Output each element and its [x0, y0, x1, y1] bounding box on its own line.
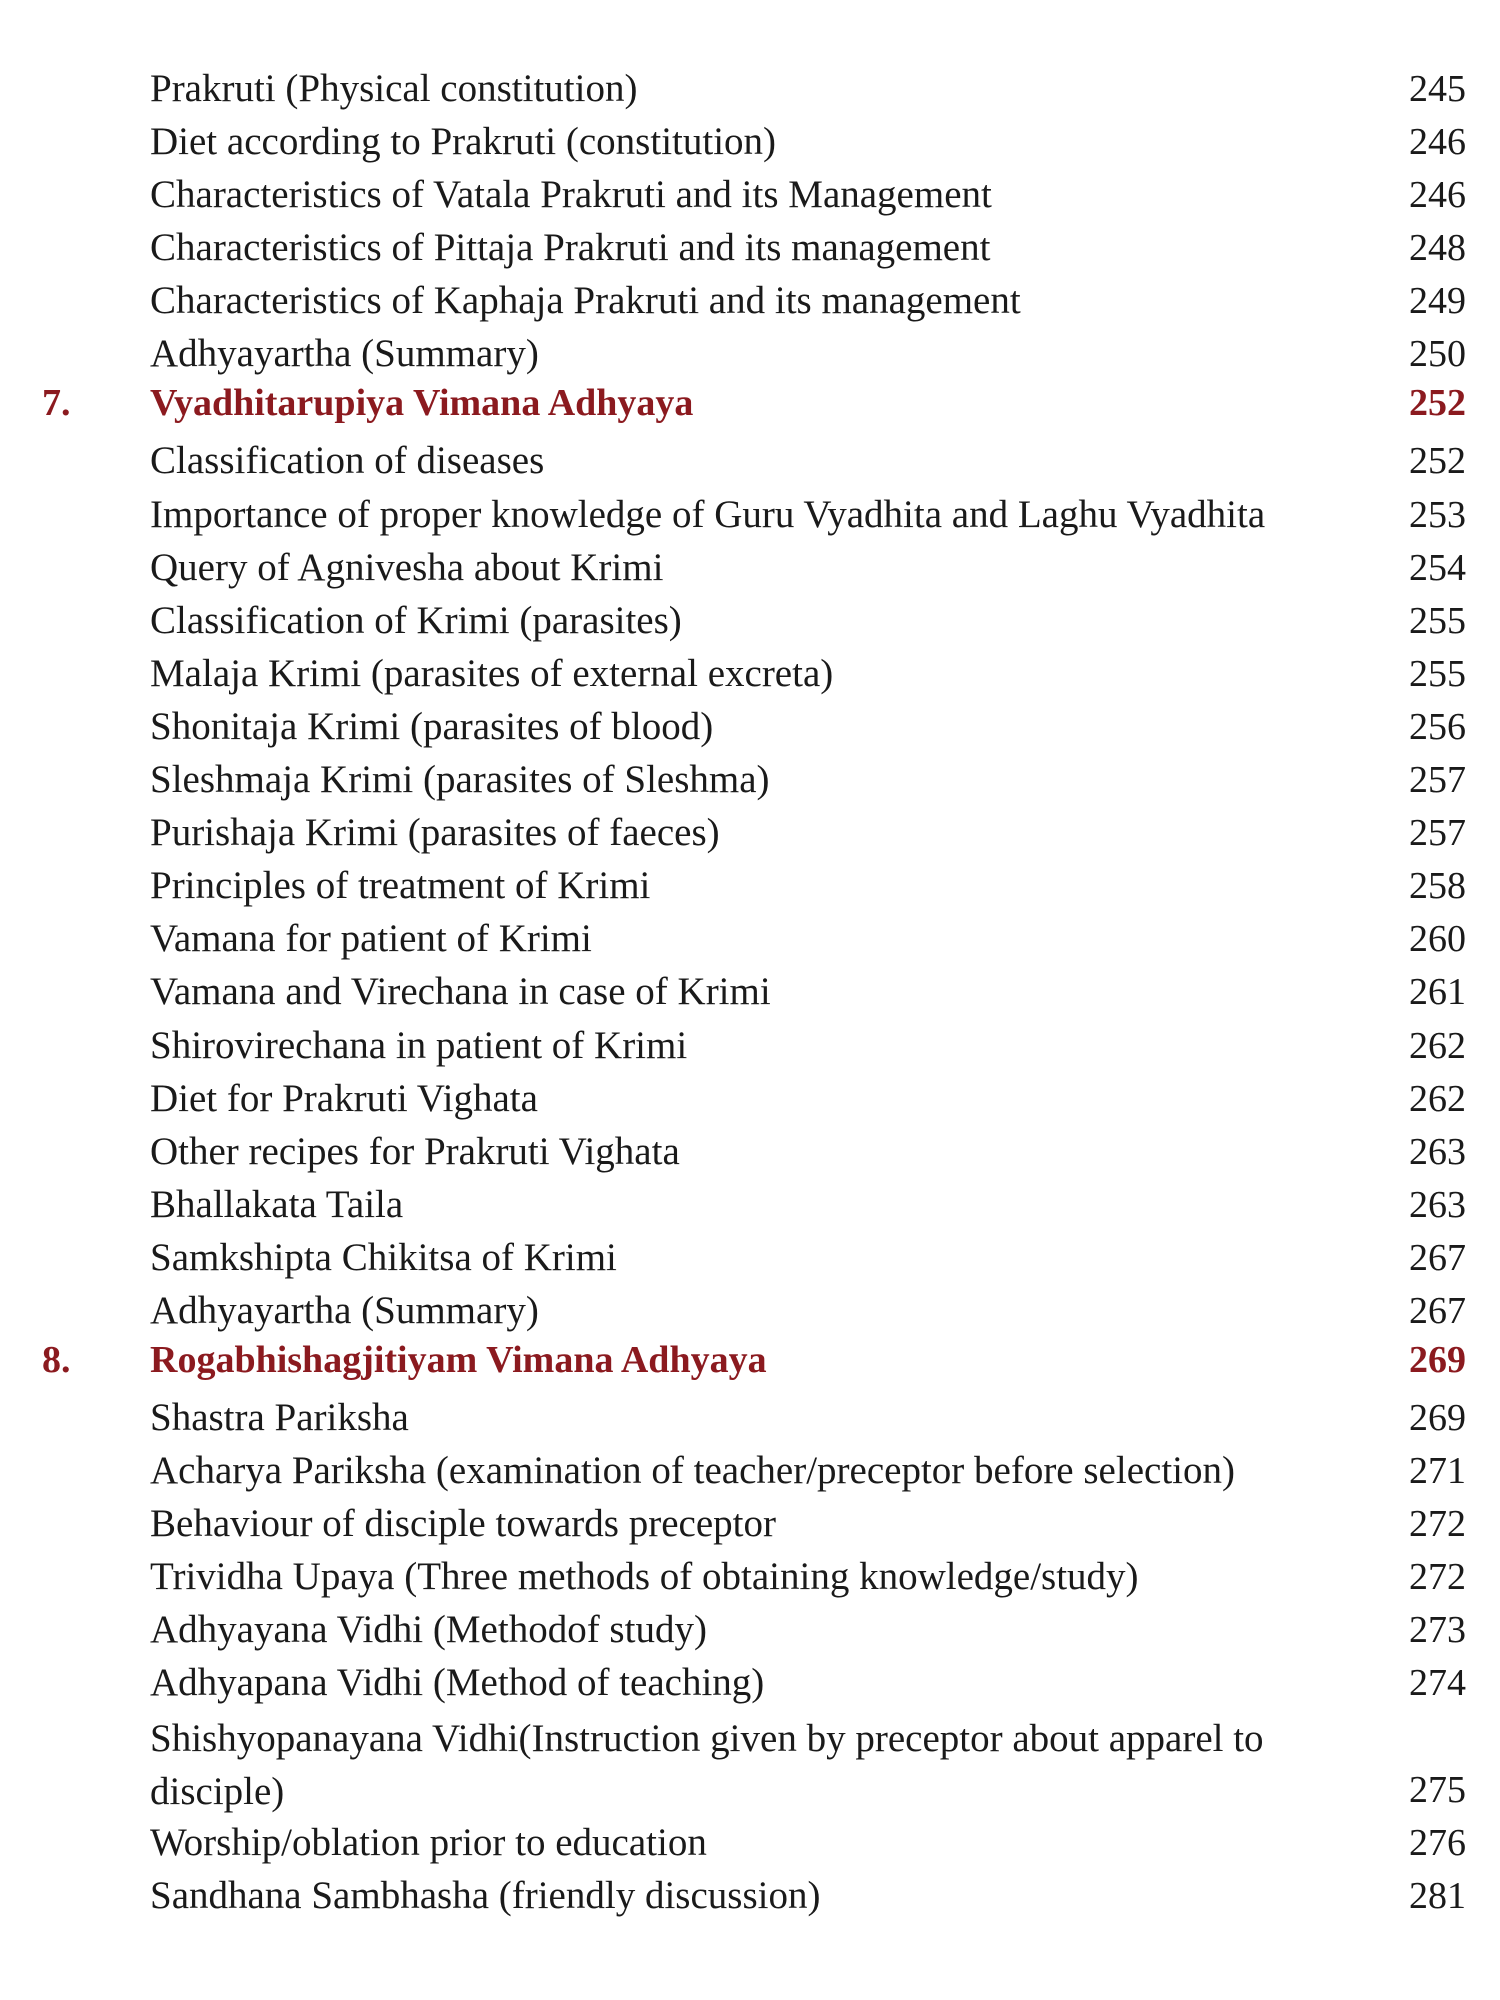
toc-entry — [0, 914, 1500, 967]
table-of-contents — [0, 64, 1500, 1924]
chapter-title: Vyadhitarupiya Vimana Adhyaya — [150, 382, 694, 425]
entry-page: 261 — [1409, 971, 1466, 1014]
toc-entry — [0, 276, 1500, 329]
entry-title: Samkshipta Chikitsa of Krimi — [150, 1235, 617, 1279]
entry-title: Prakruti (Physical constitution) — [150, 67, 638, 110]
toc-entry — [0, 1871, 1500, 1924]
entry-page: 246 — [1409, 174, 1466, 217]
chapter-title: Rogabhishagjitiyam Vimana Adhyaya — [150, 1338, 767, 1381]
toc-entry — [0, 755, 1500, 808]
toc-entry — [0, 1552, 1500, 1605]
entry-title: Characteristics of Pittaja Prakruti and its management — [150, 226, 991, 270]
chapter-number: 7. — [42, 382, 71, 425]
entry-title: Query of Agnivesha about Krimi — [150, 545, 664, 589]
entry-page: 267 — [1409, 1289, 1466, 1332]
entry-page: 246 — [1409, 121, 1466, 164]
entry-page: 271 — [1409, 1450, 1466, 1493]
entry-page: 260 — [1409, 918, 1466, 961]
entry-title: Other recipes for Prakruti Vighata — [150, 1129, 680, 1173]
entry-title: Adhyapana Vidhi (Method of teaching) — [150, 1661, 765, 1705]
toc-entry — [0, 1127, 1500, 1180]
toc-entry — [0, 1180, 1500, 1233]
chapter-heading — [0, 378, 1500, 436]
toc-entry — [0, 861, 1500, 914]
chapter-page: 269 — [1409, 1338, 1466, 1381]
entry-page: 263 — [1409, 1130, 1466, 1173]
entry-page: 272 — [1409, 1503, 1466, 1546]
chapter-number: 8. — [42, 1338, 71, 1381]
entry-page: 281 — [1409, 1874, 1466, 1917]
entry-page: 256 — [1409, 705, 1466, 748]
entry-title: Worship/oblation prior to education — [150, 1820, 707, 1864]
toc-entry — [0, 329, 1500, 378]
entry-title: Trividha Upaya (Three methods of obtaining knowledge/study) — [150, 1555, 1139, 1599]
entry-title: Shonitaja Krimi (parasites of blood) — [150, 704, 714, 748]
toc-entry — [0, 1818, 1500, 1871]
entry-page: 262 — [1409, 1077, 1466, 1120]
entry-title: Behaviour of disciple towards preceptor — [150, 1502, 776, 1546]
entry-title: Vamana for patient of Krimi — [150, 917, 592, 961]
toc-entry — [0, 1658, 1500, 1711]
entry-title: Acharya Pariksha (examination of teacher/preceptor before selection) — [150, 1449, 1235, 1493]
entry-page: 267 — [1409, 1236, 1466, 1279]
toc-entry — [0, 223, 1500, 276]
chapter-heading — [0, 1335, 1500, 1393]
entry-page: 250 — [1409, 333, 1466, 376]
entry-title: Shastra Pariksha — [150, 1395, 409, 1439]
toc-entry — [0, 1286, 1500, 1335]
entry-page: 262 — [1409, 1024, 1466, 1067]
entry-page: 276 — [1409, 1821, 1466, 1864]
toc-entry — [0, 1393, 1500, 1446]
entry-title: Diet for Prakruti Vighata — [150, 1076, 538, 1120]
entry-title: Sleshmaja Krimi (parasites of Sleshma) — [150, 758, 770, 802]
entry-page: 275 — [1409, 1768, 1466, 1811]
entry-page: 245 — [1409, 68, 1466, 110]
entry-title: Classification of diseases — [150, 439, 545, 483]
toc-entry — [0, 64, 1500, 117]
entry-page: 257 — [1409, 812, 1466, 855]
entry-page: 254 — [1409, 546, 1466, 589]
entry-page: 263 — [1409, 1183, 1466, 1226]
entry-page: 258 — [1409, 865, 1466, 908]
entry-title: Principles of treatment of Krimi — [150, 864, 651, 908]
toc-entry — [0, 490, 1500, 543]
toc-entry — [0, 1499, 1500, 1552]
entry-page: 272 — [1409, 1556, 1466, 1599]
entry-page: 253 — [1409, 493, 1466, 536]
toc-entry — [0, 967, 1500, 1020]
entry-title: Adhyayartha (Summary) — [150, 332, 539, 376]
toc-entry — [0, 1074, 1500, 1127]
toc-entry — [0, 1712, 1500, 1818]
entry-title: Shirovirechana in patient of Krimi — [150, 1023, 688, 1067]
entry-title: Malaja Krimi (parasites of external excreta) — [150, 651, 834, 695]
entry-title: Sandhana Sambhasha (friendly discussion) — [150, 1873, 821, 1917]
entry-title: Shishyopanayana Vidhi(Instruction given by preceptor about apparel to disciple) — [150, 1716, 1264, 1813]
entry-title: Importance of proper knowledge of Guru Vyadhita and Laghu Vyadhita — [150, 492, 1266, 536]
chapter-page: 252 — [1409, 382, 1466, 425]
entry-page: 249 — [1409, 280, 1466, 323]
toc-entry — [0, 1605, 1500, 1658]
toc-entry — [0, 808, 1500, 861]
entry-title: Adhyayartha (Summary) — [150, 1288, 539, 1332]
entry-title: Characteristics of Kaphaja Prakruti and its management — [150, 279, 1021, 323]
entry-page: 273 — [1409, 1609, 1466, 1652]
toc-entry — [0, 1021, 1500, 1074]
entry-title: Vamana and Virechana in case of Krimi — [150, 970, 771, 1014]
toc-entry — [0, 596, 1500, 649]
toc-entry — [0, 702, 1500, 755]
entry-title: Diet according to Prakruti (constitution) — [150, 120, 777, 164]
entry-page: 252 — [1409, 440, 1466, 483]
toc-entry — [0, 170, 1500, 223]
entry-page: 255 — [1409, 652, 1466, 695]
toc-entry — [0, 436, 1500, 489]
entry-title: Adhyayana Vidhi (Methodof study) — [150, 1608, 707, 1652]
entry-title: Classification of Krimi (parasites) — [150, 598, 682, 642]
entry-page: 255 — [1409, 599, 1466, 642]
toc-entry — [0, 543, 1500, 596]
entry-title: Bhallakata Taila — [150, 1182, 404, 1226]
entry-title: Characteristics of Vatala Prakruti and its Management — [150, 173, 992, 217]
toc-entry — [0, 649, 1500, 702]
entry-page: 257 — [1409, 759, 1466, 802]
entry-title: Purishaja Krimi (parasites of faeces) — [150, 811, 720, 855]
entry-page: 248 — [1409, 227, 1466, 270]
toc-entry — [0, 1233, 1500, 1286]
entry-page: 269 — [1409, 1396, 1466, 1439]
entry-page: 274 — [1409, 1662, 1466, 1705]
toc-entry — [0, 1446, 1500, 1499]
toc-entry — [0, 117, 1500, 170]
